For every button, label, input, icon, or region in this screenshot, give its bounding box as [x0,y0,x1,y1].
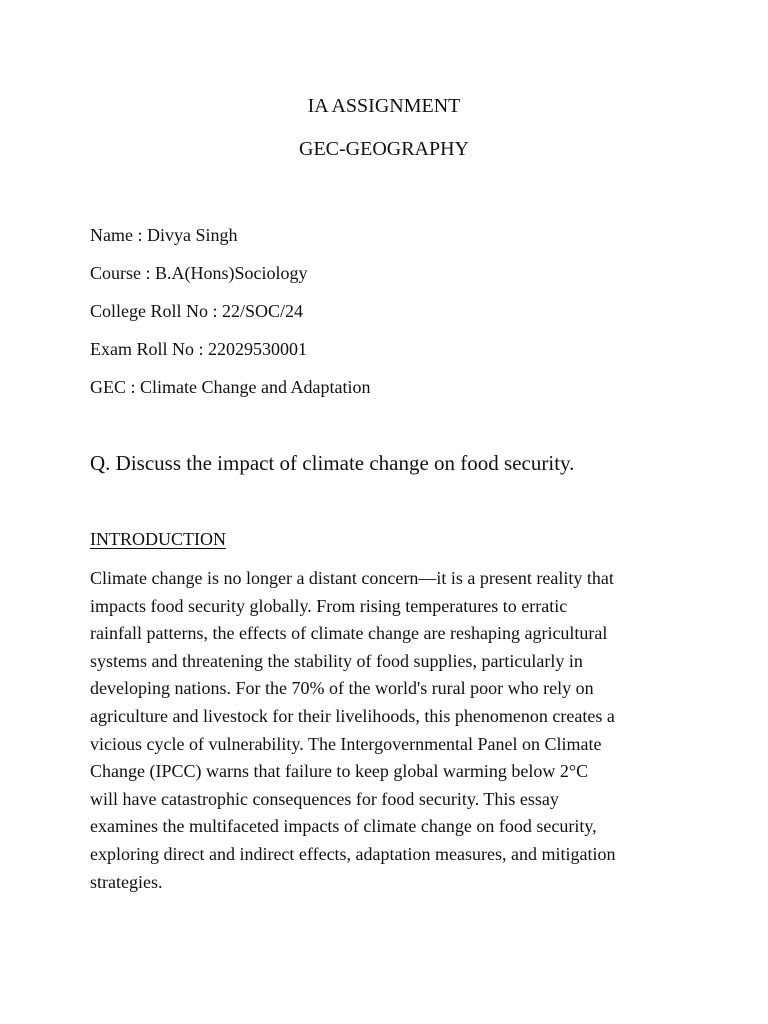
paragraph-line: agriculture and livestock for their livelihoods, this phenomenon creates a [90,705,615,726]
introduction-heading: INTRODUCTION [90,529,226,549]
paragraph-line: vicious cycle of vulnerability. The Intergovernmental Panel on Climate [90,733,602,754]
detail-exam-roll: Exam Roll No : 22029530001 [90,339,307,359]
assignment-title: IA ASSIGNMENT [307,95,461,117]
paragraph-line: systems and threatening the stability of food supplies, particularly in [90,650,583,671]
paragraph-line: rainfall patterns, the effects of climate change are reshaping agricultural [90,623,608,644]
student-details [90,216,690,406]
detail-gec: GEC : Climate Change and Adaptation [90,377,371,397]
detail-name: Name : Divya Singh [90,225,238,245]
introduction-paragraph [90,565,690,896]
paragraph-line: developing nations. For the 70% of the world's rural poor who rely on [90,678,594,699]
detail-course: Course : B.A(Hons)Sociology [90,263,308,283]
paragraph-line: strategies. [90,871,163,892]
detail-college-roll: College Roll No : 22/SOC/24 [90,301,304,321]
question-text: Q. Discuss the impact of climate change on food security. [90,451,575,475]
paragraph-line: impacts food security globally. From rising temperatures to erratic [90,595,568,616]
paragraph-line: examines the multifaceted impacts of climate change on food security, [90,816,597,837]
assignment-subtitle: GEC-GEOGRAPHY [299,138,469,160]
paragraph-line: Change (IPCC) warns that failure to keep global warming below 2°C [90,761,589,782]
paragraph-line: Climate change is no longer a distant concern—it is a present reality that [90,568,614,588]
paragraph-line: will have catastrophic consequences for food security. This essay [90,788,559,809]
paragraph-line: exploring direct and indirect effects, adaptation measures, and mitigation [90,843,616,864]
